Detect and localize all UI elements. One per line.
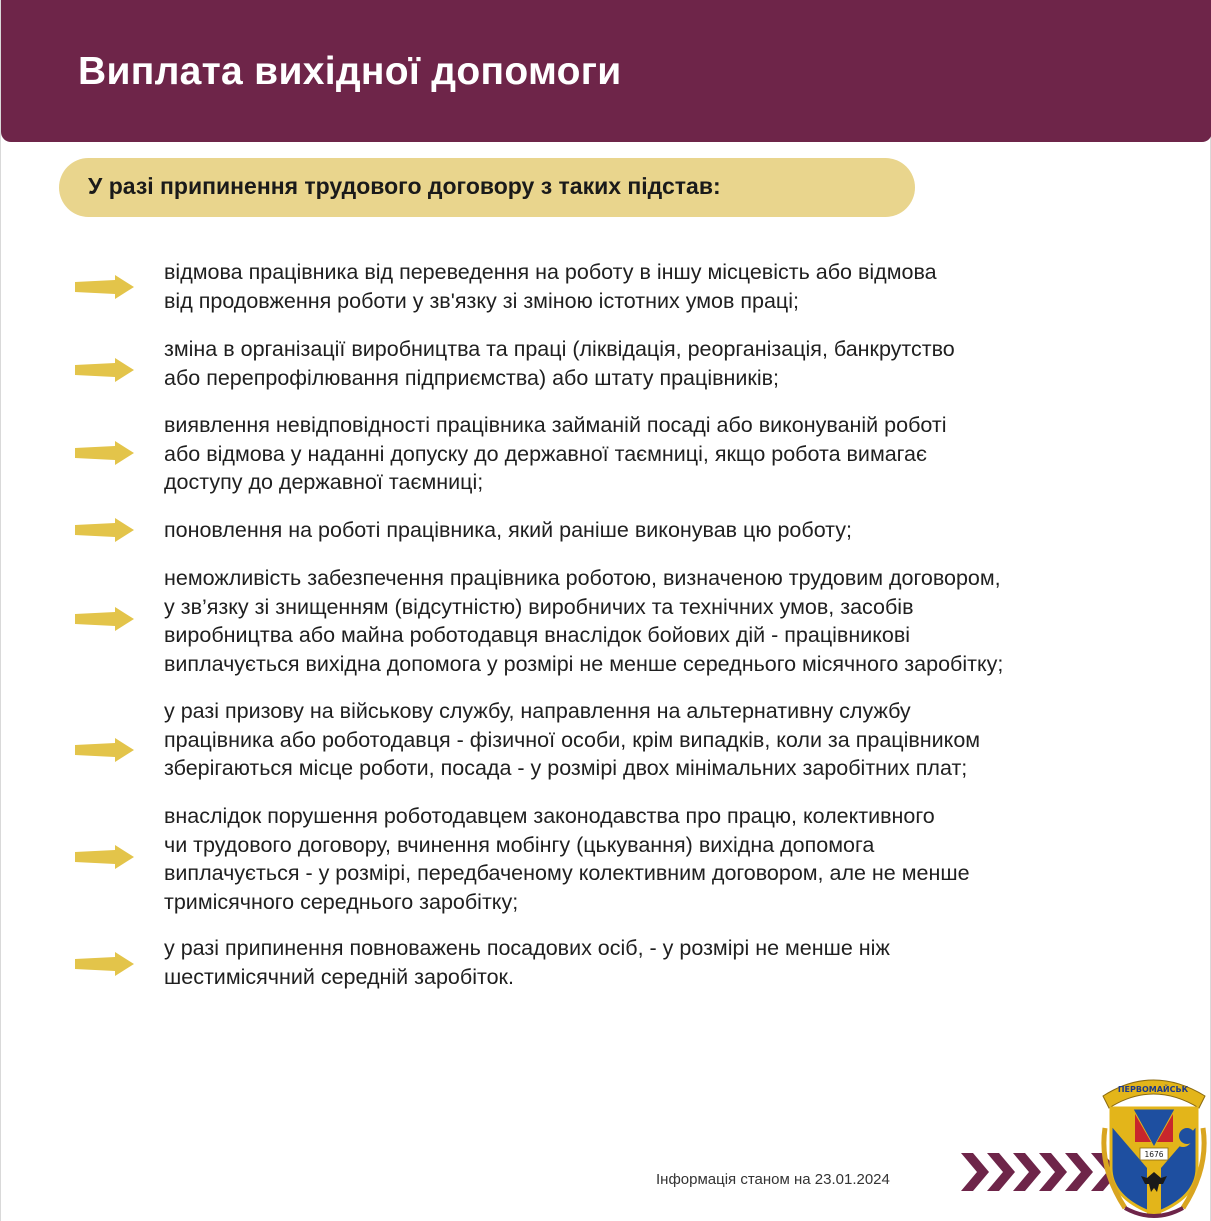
list-item-text: у разі призову на військову службу, направлення на альтернативну службу працівника або роботодавця - фізичної особи, крім випадків, коли за працівником зберігаються місце роботи, посада - у розмірі двох мінімальних заробітних плат; <box>164 699 981 780</box>
grounds-list <box>1 0 1211 1221</box>
arrow-right-icon <box>73 951 135 977</box>
arrow-right-icon <box>73 274 135 300</box>
arrow-right-icon <box>73 737 135 763</box>
list-item-text: відмова працівника від переведення на роботу в іншу місцевість або відмова від продовження роботи у зв'язку зі зміною істотних умов праці; <box>164 260 937 313</box>
arrow-right-icon <box>73 517 135 543</box>
list-item-text: зміна в організації виробництва та праці (ліквідація, реорганізація, банкрутство або перепрофілювання підприємства) або штату працівників; <box>164 337 955 390</box>
page-title: Виплата вихідної допомоги <box>78 50 622 93</box>
list-item-text: внаслідок порушення роботодавцем законодавства про працю, колективного чи трудового договору, вчинення мобінгу (цькування) вихідна допомога виплачується - у розмірі, передбаченому колективним договором, але не менше тримісячного середнього заробітку; <box>164 804 970 914</box>
subtitle-text: У разі припинення трудового договору з таких підстав: <box>88 173 721 199</box>
emblem-banner-text: ПЕРВОМАЙСЬК <box>1117 1085 1189 1094</box>
list-item-text: у разі припинення повноважень посадових осіб, - у розмірі не менше ніж шестимісячний середній заробіток. <box>164 936 890 989</box>
coat-of-arms-icon <box>1095 1068 1211 1221</box>
list-item-text: поновлення на роботі працівника, який раніше виконував цю роботу; <box>164 518 852 542</box>
arrow-right-icon <box>73 606 135 632</box>
footer-date-note: Інформація станом на 23.01.2024 <box>656 1171 890 1188</box>
arrow-right-icon <box>73 440 135 466</box>
city-emblem <box>1095 1068 1211 1221</box>
emblem-year: 1676 <box>1144 1150 1164 1159</box>
arrow-right-icon <box>73 357 135 383</box>
list-item-text: виявлення невідповідності працівника займаній посаді або виконуваній роботі або відмова у наданні допуску до державної таємниці, якщо робота вимагає доступу до державної таємниці; <box>164 413 947 494</box>
list-item-text: неможливість забезпечення працівника роботою, визначеною трудовим договором, у зв’язку зі знищенням (відсутністю) виробничих та технічних умов, засобів виробництва або майна роботодавця внаслідок бойових дій - працівникові виплачується вихідна допомога у розмірі не менше середнього місячного заробітку; <box>164 566 1004 676</box>
arrow-right-icon <box>73 844 135 870</box>
